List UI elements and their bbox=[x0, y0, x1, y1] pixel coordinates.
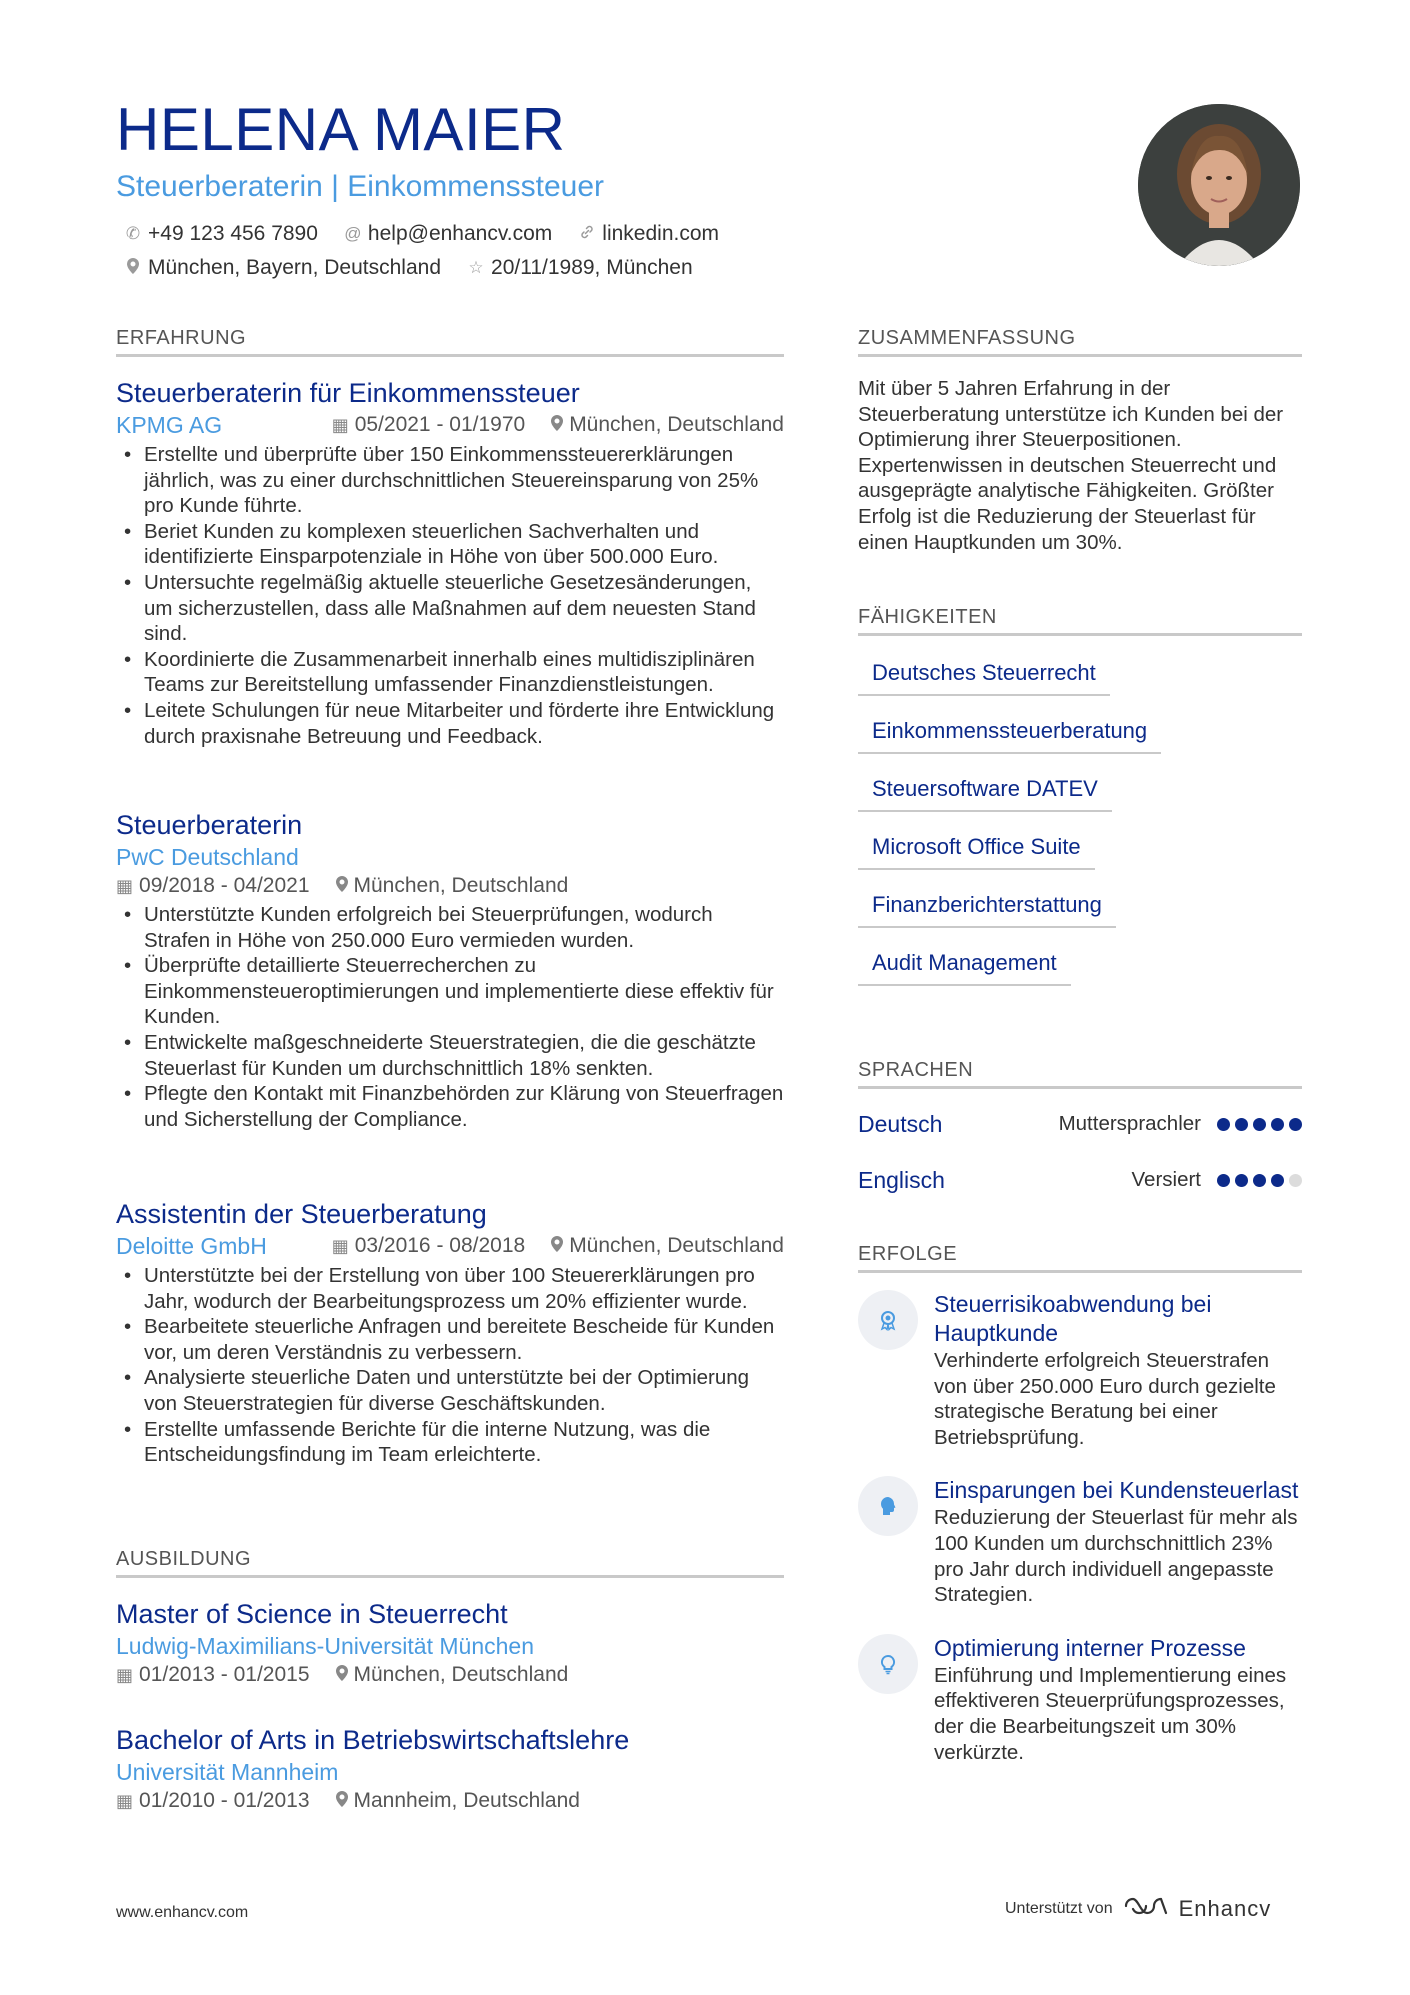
bullet-item: • Untersuchte regelmäßig aktuelle steuerliche Gesetzesänderungen, um sicherzustellen, dass alle Maßnahmen auf dem neuesten Stand sind. bbox=[116, 570, 784, 647]
calendar-icon: ▦ bbox=[331, 1236, 349, 1256]
location-pin-icon bbox=[336, 872, 348, 900]
bullet-item: • Koordinierte die Zusammenarbeit innerhalb eines multidisziplinären Teams zur Bereitstellung umfassender Finanzdienstleistungen. bbox=[116, 647, 784, 698]
job-location: München, Deutschland bbox=[353, 874, 569, 897]
location-pin-icon bbox=[124, 258, 142, 279]
calendar-icon: ▦ bbox=[116, 1665, 134, 1685]
section-education-heading: AUSBILDUNG bbox=[116, 1548, 784, 1578]
language-rating bbox=[1217, 1174, 1302, 1187]
school-name: Universität Mannheim bbox=[116, 1759, 339, 1785]
achievement-title: Einsparungen bei Kundensteuerlast bbox=[934, 1477, 1299, 1504]
job-bullets bbox=[116, 442, 784, 749]
rating-dot-filled bbox=[1217, 1174, 1230, 1187]
powered-by-text: Unterstützt von bbox=[1005, 1899, 1113, 1917]
calendar-icon: ▦ bbox=[116, 876, 134, 896]
achievement-item bbox=[858, 1290, 1302, 1450]
candidate-name: HELENA MAIER bbox=[116, 96, 566, 163]
language-level: Muttersprachler bbox=[1058, 1112, 1201, 1135]
email-text[interactable]: help@enhancv.com bbox=[367, 222, 553, 245]
achievement-desc: Verhinderte erfolgreich Steuerstrafen von über 250.000 Euro durch gezielte strategische Beratung bei einer Betriebsprüfung. bbox=[934, 1349, 1276, 1449]
achievement-item bbox=[858, 1476, 1302, 1607]
contact-birth bbox=[467, 256, 693, 280]
job-dates: 05/2021 - 01/1970 bbox=[354, 413, 526, 436]
job-dates: 03/2016 - 08/2018 bbox=[354, 1234, 526, 1257]
bullet-item: • Überprüfte detaillierte Steuerrecherchen zu Einkommensteueroptimierungen und implementierte diese effektiv für Kunden. bbox=[116, 953, 784, 1030]
section-skills-heading: FÄHIGKEITEN bbox=[858, 606, 1302, 636]
bullet-item: • Analysierte steuerliche Daten und unterstützte bei der Optimierung von Steuerstrategien für diverse Geschäftskunden. bbox=[116, 1365, 784, 1416]
edu-dates: 01/2013 - 01/2015 bbox=[139, 1663, 310, 1686]
phone-text: +49 123 456 7890 bbox=[148, 222, 318, 245]
section-experience-heading: ERFAHRUNG bbox=[116, 327, 784, 357]
bullet-item: • Unterstützte Kunden erfolgreich bei Steuerprüfungen, wodurch Strafen in Höhe von 250.000 Euro vermieden wurden. bbox=[116, 902, 784, 953]
degree-title: Master of Science in Steuerrecht bbox=[116, 1599, 508, 1629]
job-bullets bbox=[116, 902, 784, 1132]
bullet-item: • Unterstützte bei der Erstellung von über 100 Steuererklärungen pro Jahr, wodurch der Bearbeitungsprozess um 20% effizienter wurde. bbox=[116, 1263, 784, 1314]
experience-item bbox=[116, 376, 784, 749]
bullet-item: • Bearbeitete steuerliche Anfragen und bereitete Bescheide für Kunden vor, um deren Verständnis zu verbessern. bbox=[116, 1314, 784, 1365]
section-languages-heading: SPRACHEN bbox=[858, 1059, 1302, 1089]
head-icon bbox=[858, 1476, 918, 1536]
link-icon bbox=[578, 224, 596, 245]
rating-dot-filled bbox=[1253, 1174, 1266, 1187]
achievement-title: Steuerrisikoabwendung bei Hauptkunde bbox=[934, 1291, 1212, 1346]
bullet-item: • Leitete Schulungen für neue Mitarbeiter und förderte ihre Entwicklung durch praxisnahe Betreuung und Feedback. bbox=[116, 698, 784, 749]
skill-tag: Microsoft Office Suite bbox=[858, 834, 1095, 870]
language-item bbox=[858, 1152, 1302, 1208]
candidate-subtitle: Steuerberaterin | Einkommenssteuer bbox=[116, 170, 605, 203]
bullet-item: • Entwickelte maßgeschneiderte Steuerstrategien, die die geschätzte Steuerlast für Kunden um durchschnittlich 18% senkten. bbox=[116, 1030, 784, 1081]
languages-list bbox=[858, 1096, 1302, 1208]
bullet-item: • Pflegte den Kontakt mit Finanzbehörden zur Klärung von Steuerfragen und Sicherstellung der Compliance. bbox=[116, 1081, 784, 1132]
brand-name[interactable]: Enhancv bbox=[1178, 1895, 1272, 1921]
rating-dot-filled bbox=[1217, 1118, 1230, 1131]
education-item bbox=[116, 1597, 784, 1689]
location-pin-icon bbox=[336, 1787, 348, 1815]
footer-website[interactable]: www.enhancv.com bbox=[116, 1904, 249, 1921]
section-achievements-heading: ERFOLGE bbox=[858, 1243, 1302, 1273]
footer-branding bbox=[1005, 1894, 1271, 1923]
achievement-title: Optimierung interner Prozesse bbox=[934, 1634, 1246, 1661]
experience-item bbox=[116, 1197, 784, 1468]
experience-item bbox=[116, 808, 784, 1132]
star-icon: ☆ bbox=[468, 258, 484, 277]
calendar-icon: ▦ bbox=[116, 1791, 134, 1811]
contact-location bbox=[124, 256, 441, 280]
job-title: Steuerberaterin für Einkommenssteuer bbox=[116, 378, 580, 408]
bullet-item: • Beriet Kunden zu komplexen steuerlichen Sachverhalten und identifizierte Einsparpotenziale in Höhe von über 500.000 Euro. bbox=[116, 519, 784, 570]
achievement-item bbox=[858, 1634, 1302, 1765]
location-text: München, Bayern, Deutschland bbox=[148, 256, 442, 279]
language-level: Versiert bbox=[1131, 1168, 1201, 1191]
location-pin-icon bbox=[336, 1661, 348, 1689]
link-text[interactable]: linkedin.com bbox=[602, 222, 720, 245]
job-title: Steuerberaterin bbox=[116, 810, 303, 840]
contact-link[interactable] bbox=[578, 222, 719, 246]
edu-location: München, Deutschland bbox=[353, 1663, 569, 1686]
edu-location: Mannheim, Deutschland bbox=[353, 1789, 580, 1812]
school-name: Ludwig-Maximilians-Universität München bbox=[116, 1633, 534, 1659]
rating-dot-filled bbox=[1235, 1174, 1248, 1187]
job-title: Assistentin der Steuerberatung bbox=[116, 1199, 487, 1229]
contact-block bbox=[124, 222, 719, 290]
education-item bbox=[116, 1723, 784, 1815]
bullet-item: • Erstellte und überprüfte über 150 Einkommenssteuererklärungen jährlich, was zu einer durchschnittlichen Steuereinsparung von 25% pro Kunde führte. bbox=[116, 442, 784, 519]
rating-dot-filled bbox=[1235, 1118, 1248, 1131]
rating-dot-filled bbox=[1289, 1118, 1302, 1131]
language-rating bbox=[1217, 1118, 1302, 1131]
skill-tag: Steuersoftware DATEV bbox=[858, 776, 1112, 812]
company-name: KPMG AG bbox=[116, 412, 223, 438]
bullet-item: • Erstellte umfassende Berichte für die interne Nutzung, was die Entscheidungsfindung im Team erleichterte. bbox=[116, 1417, 784, 1468]
phone-icon: ✆ bbox=[125, 224, 141, 243]
job-bullets bbox=[116, 1263, 784, 1468]
lightbulb-icon bbox=[858, 1634, 918, 1694]
profile-photo bbox=[1138, 104, 1300, 266]
summary-text: Mit über 5 Jahren Erfahrung in der Steuerberatung unterstütze ich Kunden bei der Optimierung ihrer Steuerpositionen. Expertenwissen in deutschen Steuerrecht und ausgeprägte analytische Fähigkeiten. Größter Erfolg ist die Reduzierung der Steuerlast für einen Hauptkunden um 30%. bbox=[858, 377, 1284, 554]
location-pin-icon bbox=[551, 1232, 563, 1260]
enhancv-logo-icon bbox=[1123, 1894, 1169, 1923]
job-dates: 09/2018 - 04/2021 bbox=[139, 874, 310, 897]
company-name: Deloitte GmbH bbox=[116, 1233, 267, 1259]
language-name: Englisch bbox=[858, 1166, 945, 1193]
skills-list bbox=[858, 660, 1302, 1008]
degree-title: Bachelor of Arts in Betriebswirtschaftslehre bbox=[116, 1725, 630, 1755]
contact-email[interactable] bbox=[344, 222, 552, 246]
achievements-list bbox=[858, 1290, 1302, 1791]
job-location: München, Deutschland bbox=[569, 413, 784, 436]
achievement-desc: Reduzierung der Steuerlast für mehr als 100 Kunden um durchschnittlich 23% pro Jahr durch individuell angepasste Strategien. bbox=[934, 1506, 1298, 1607]
award-icon bbox=[858, 1290, 918, 1350]
rating-dot-filled bbox=[1271, 1118, 1284, 1131]
birth-text: 20/11/1989, München bbox=[491, 256, 693, 279]
language-name: Deutsch bbox=[858, 1110, 943, 1137]
skill-tag: Finanzberichterstattung bbox=[858, 892, 1116, 928]
section-summary-heading: ZUSAMMENFASSUNG bbox=[858, 327, 1302, 357]
rating-dot-filled bbox=[1271, 1174, 1284, 1187]
skill-tag: Audit Management bbox=[858, 950, 1071, 986]
rating-dot-empty bbox=[1289, 1174, 1302, 1187]
job-location: München, Deutschland bbox=[569, 1234, 784, 1257]
language-item bbox=[858, 1096, 1302, 1152]
company-name: PwC Deutschland bbox=[116, 844, 299, 870]
edu-dates: 01/2010 - 01/2013 bbox=[139, 1789, 310, 1812]
contact-phone bbox=[124, 222, 318, 246]
skill-tag: Deutsches Steuerrecht bbox=[858, 660, 1110, 696]
rating-dot-filled bbox=[1253, 1118, 1266, 1131]
achievement-desc: Einführung und Implementierung eines effektiveren Steuerprüfungsprozesses, der die Bearbeitungszeit um 30% verkürzte. bbox=[934, 1663, 1287, 1764]
calendar-icon: ▦ bbox=[331, 415, 349, 435]
location-pin-icon bbox=[551, 411, 563, 439]
skill-tag: Einkommenssteuerberatung bbox=[858, 718, 1161, 754]
at-icon: @ bbox=[344, 224, 362, 243]
